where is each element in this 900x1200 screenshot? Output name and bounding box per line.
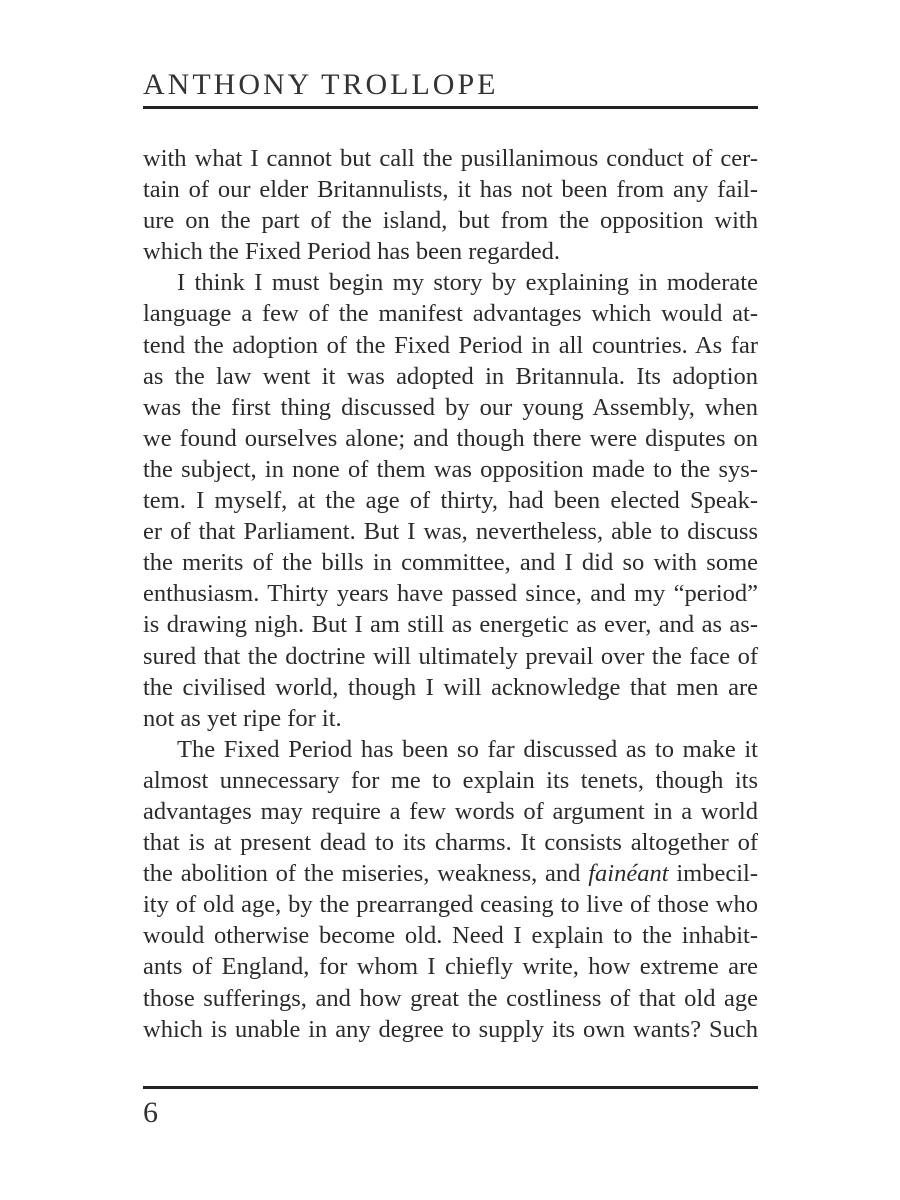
text-line: ants of England, for whom I chiefly write, how extreme are [143,953,758,981]
text-line: would otherwise become old. Need I explain to the inhabit- [143,922,758,950]
text-line: as the law went it was adopted in Britannula. Its adoption [143,362,758,390]
text-line: tain of our elder Britannulists, it has not been from any fail- [143,176,758,204]
text-line: that is at present dead to its charms. It consists altogether of [143,829,758,857]
text-line: tem. I myself, at the age of thirty, had been elected Speak- [143,487,758,515]
text-line: the civilised world, though I will acknowledge that men are [143,673,758,701]
text-line: with what I cannot but call the pusillanimous conduct of cer- [143,145,758,172]
text-line: almost unnecessary for me to explain its tenets, though its [143,766,758,794]
text-line: The Fixed Period has been so far discussed as to make it [177,735,758,763]
text-segment: the abolition of the miseries, weakness, and [143,860,589,888]
text-line: the merits of the bills in committee, and I did so with some [143,549,758,577]
text-line: ure on the part of the island, but from the opposition with [143,207,758,235]
text-line: language a few of the manifest advantages which would at- [143,300,758,328]
page-number: 6 [143,1096,158,1129]
text-segment: imbecil- [668,860,758,888]
text-line: ity of old age, by the prearranged ceasing to live of those who [143,891,758,919]
header-rule [143,106,758,109]
text-line: tend the adoption of the Fixed Period in all countries. As far [143,331,758,359]
text-line: was the first thing discussed by our young Assembly, when [143,393,758,421]
text-line: advantages may require a few words of argument in a world [143,797,758,825]
text-line: sured that the doctrine will ultimately prevail over the face of [143,642,758,670]
text-line: not as yet ripe for it. [143,704,342,732]
body-text [143,143,758,1045]
italic-word: fainéant [588,860,669,888]
footer-rule [143,1086,758,1089]
text-line: which the Fixed Period has been regarded. [143,238,561,266]
text-line: I think I must begin my story by explaining in moderate [177,269,758,297]
text-line: er of that Parliament. But I was, nevertheless, able to discuss [143,518,758,546]
running-header-author: ANTHONY TROLLOPE [143,68,499,101]
text-line: is drawing nigh. But I am still as energetic as ever, and as as- [143,611,758,639]
text-line: which is unable in any degree to supply its own wants? Such [143,1015,758,1043]
text-line-with-italic [143,858,758,889]
text-line: those sufferings, and how great the costliness of that old age [143,984,758,1012]
text-line: we found ourselves alone; and though there were disputes on [143,424,758,452]
text-line: enthusiasm. Thirty years have passed since, and my “period” [143,580,758,608]
text-line: the subject, in none of them was opposition made to the sys- [143,455,758,483]
